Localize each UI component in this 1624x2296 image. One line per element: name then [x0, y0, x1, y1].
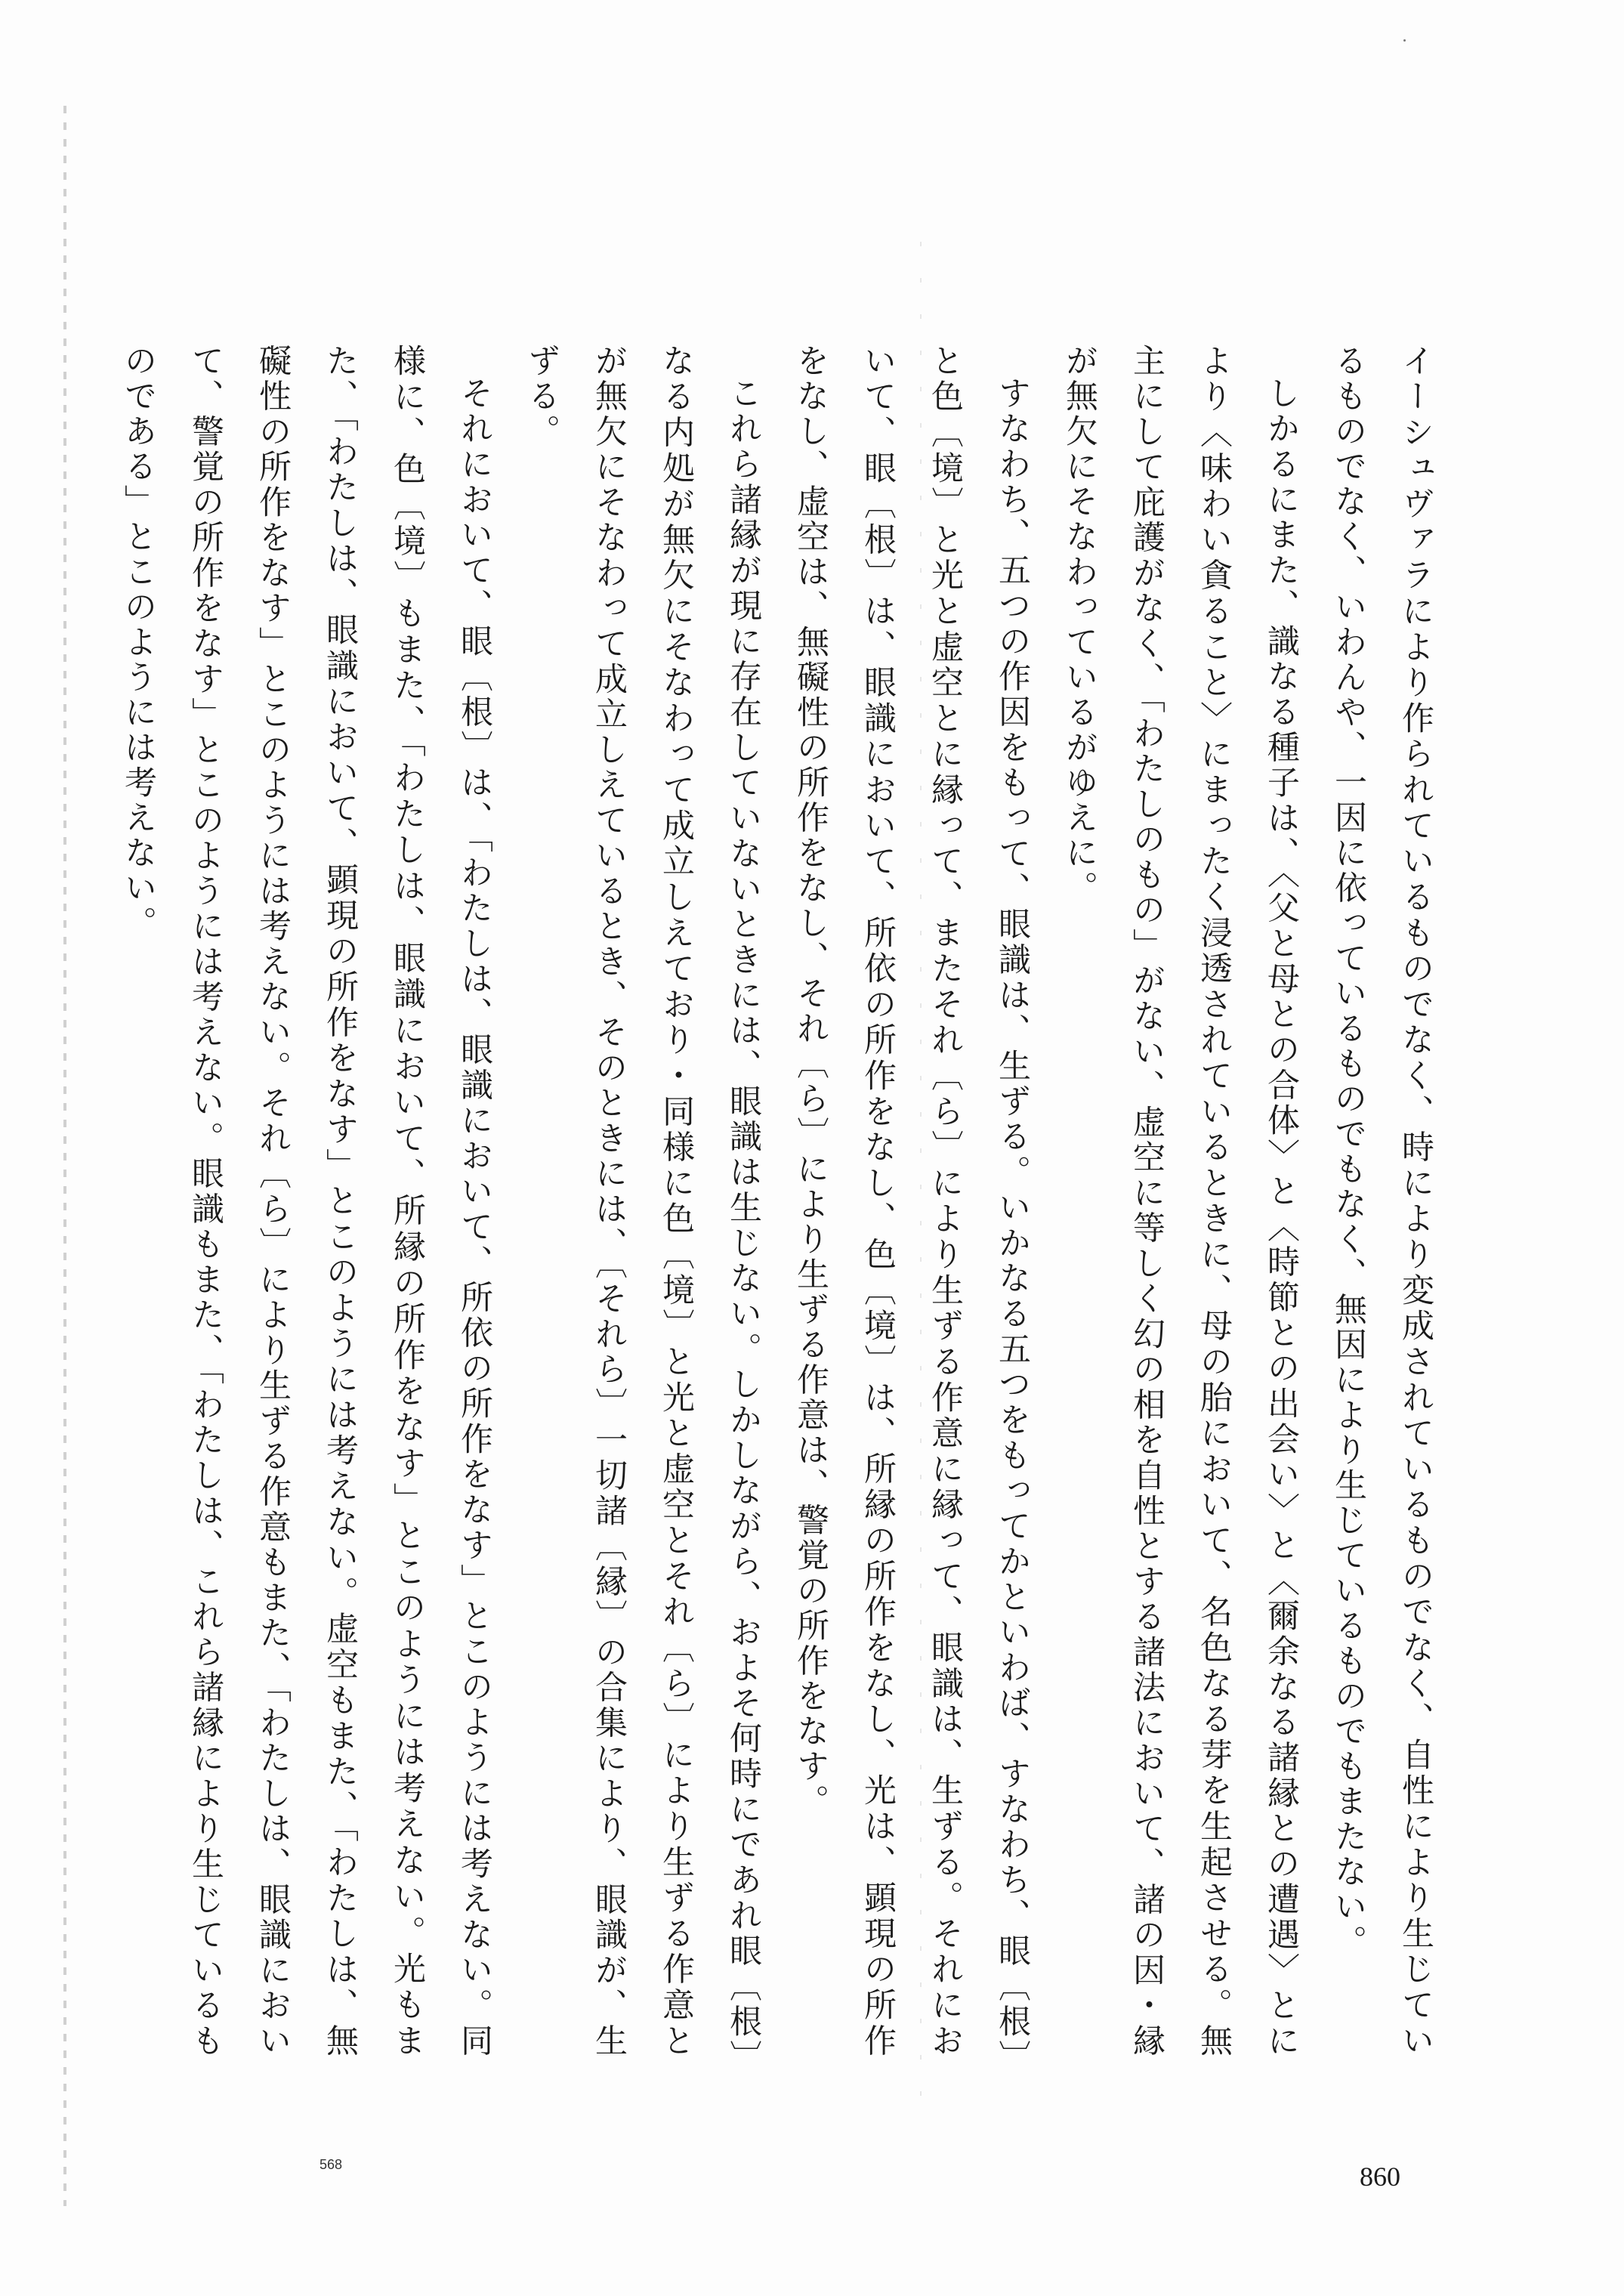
scan-mark	[1403, 39, 1406, 42]
marginal-number: 568	[320, 2157, 343, 2172]
paragraph-1: イーシュヴァラにより作られているものでなく、時により変成されているものでなく、自性により生じているものでなく、いわんや、一因に依っているものでもなく、無因により生じているものでもまたない。	[1329, 344, 1434, 2060]
paragraph-4: これら諸縁が現に存在していないときには、眼識は生じない。しかしながら、およそ何時にであれ眼〔根〕なる内処が無欠にそなわって成立しえており・同様に色〔境〕と光と虚空とそれ〔ら〕により生ずる作意とが無欠にそなわって成立しえているとき、そのときには、〔それら〕一切諸〔縁〕の合集により、眼識が、生ずる。	[523, 344, 762, 2060]
vertical-text-body	[119, 344, 1449, 2060]
paragraph-5: それにおいて、眼〔根〕は、「わたしは、眼識において、所依の所作をなす」とこのようには考えない。同様に、色〔境〕もまた、「わたしは、眼識において、所縁の所作をなす」とこのようには考えない。光もまた、「わたしは、眼識において、顕現の所作をなす」とこのようには考えない。虚空もまた、「わたしは、無礙性の所作をなす」とこのようには考えない。それ〔ら〕により生ずる作意もまた、「わたしは、眼識において、警覚の所作をなす」とこのようには考えない。眼識もまた、「わたしは、これら諸縁により生じているものである」とこのようには考えない。	[119, 344, 493, 2059]
page-number: 860	[1360, 2162, 1400, 2192]
scan-edge-artifact	[63, 106, 66, 2206]
paragraph-3: すなわち、五つの作因をもって、眼識は、生ずる。いかなる五つをもってかといわば、すなわち、眼〔根〕と色〔境〕と光と虚空とに縁って、またそれ〔ら〕により生ずる作意に縁って、眼識は、生ずる。それにおいて、眼〔根〕は、眼識において、所依の所作をなし、色〔境〕は、所縁の所作をなし、光は、顕現の所作をなし、虚空は、無礙性の所作をなし、それ〔ら〕により生ずる作意は、警覚の所作をなす。	[792, 344, 1031, 2060]
paragraph-2: しかるにまた、識なる種子は、〈父と母との合体〉と〈時節との出会い〉と〈爾余なる諸縁との遭遇〉とにより〈味わい貪ること〉にまったく浸透されているときに、母の胎において、名色なる芽を生起させる。無主にして庇護がなく、「わたしのもの」がない、虚空に等しく幻の相を自性とする諸法において、諸の因・縁が無欠にそなわっているがゆえに。	[1061, 344, 1300, 2060]
